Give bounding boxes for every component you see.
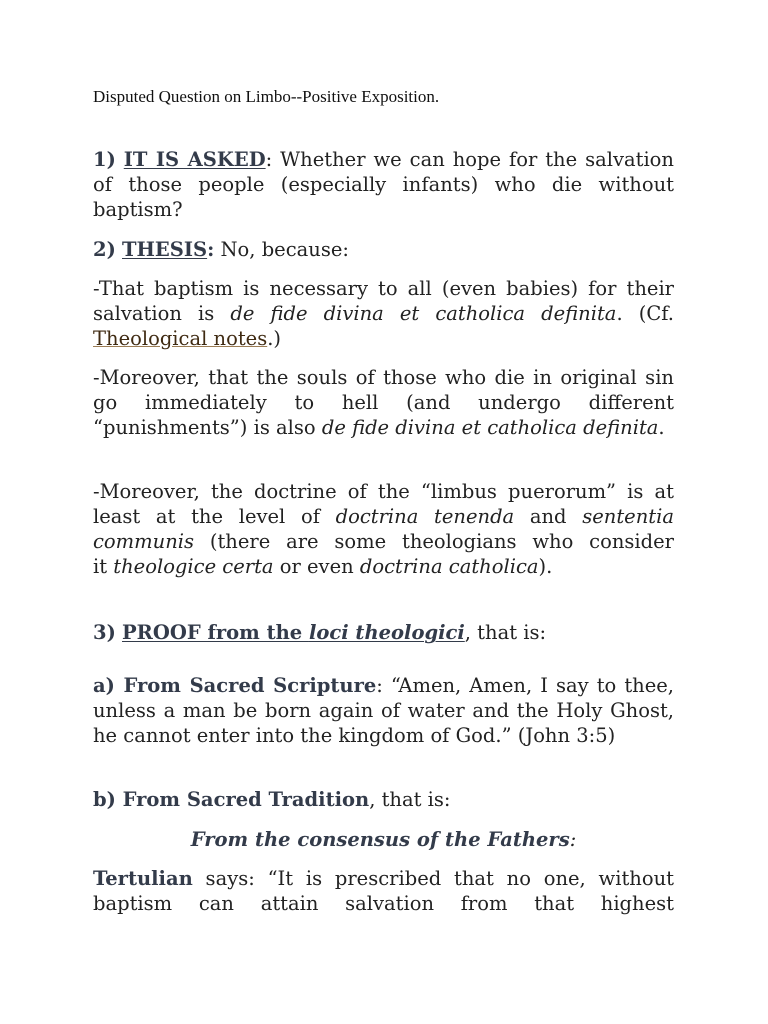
question-text: : Whether we can hope for the salvation of those people (especially infants) who die without baptism? — [93, 148, 674, 221]
heading-it-is-asked: IT IS ASKED — [123, 148, 266, 171]
heading-thesis: THESIS — [122, 238, 208, 261]
heading-sacred-tradition: b) From Sacred Tradition — [93, 788, 370, 811]
paragraph-sacred-scripture — [93, 673, 674, 748]
proof-text: , that is: — [464, 621, 547, 644]
theological-notes-link[interactable]: Theological notes — [93, 327, 268, 350]
italic-term: sententia communis — [93, 505, 674, 553]
paragraph-tertulian — [93, 866, 674, 916]
italic-term: de fide divina et catholica definita — [230, 302, 617, 325]
thesis-text: No, because: — [214, 238, 349, 261]
section-number: 2) — [93, 238, 116, 261]
section-number: 1) — [93, 148, 116, 171]
paragraph-proof — [93, 620, 674, 645]
heading-consensus-fathers: From the consensus of the Fathers: — [190, 828, 577, 851]
paragraph-sacred-tradition: b) From Sacred Tradition, that is: — [93, 788, 451, 811]
paragraph-thesis: 2) THESIS: No, because: — [93, 238, 349, 261]
heading-sacred-scripture: a) From Sacred Scripture — [93, 674, 377, 697]
italic-term: doctrina tenenda — [335, 505, 515, 528]
italic-term: doctrina catholica — [359, 555, 539, 578]
paragraph-baptism-necessary: -That baptism is necessary to all (even babies) for their salvation is de fide divina et catholica definita. (Cf. Theological notes.) — [93, 277, 674, 350]
scripture-quote: : “Amen, Amen, I say to thee, unless a man be born again of water and the Holy Ghost, he cannot enter into the kingdom of God.” (John 3:5) — [93, 674, 675, 747]
tertulian-quote: says: “It is prescribed that no one, without baptism can attain salvation from that highest — [93, 867, 674, 915]
heading-proof: PROOF from the loci theologici — [122, 621, 465, 644]
document-title: Disputed Question on Limbo--Positive Exposition. — [93, 87, 440, 106]
paragraph-it-is-asked — [93, 147, 674, 222]
paragraph-souls-hell: -Moreover, that the souls of those who die in original sin go immediately to hell (and undergo different “punishments”) is also de fide divina et catholica definita. — [93, 366, 674, 439]
paragraph-limbus-puerorum: -Moreover, the doctrine of the “limbus puerorum” is at least at the level of doctrina tenenda and sententia communis (there are some theologians who consider it theologice certa or even doctrina catholica). — [93, 480, 674, 578]
italic-term: de fide divina et catholica definita — [321, 416, 659, 439]
section-number: 3) — [93, 621, 116, 644]
italic-term: theologice certa — [113, 555, 274, 578]
author-name: Tertulian — [93, 867, 193, 890]
